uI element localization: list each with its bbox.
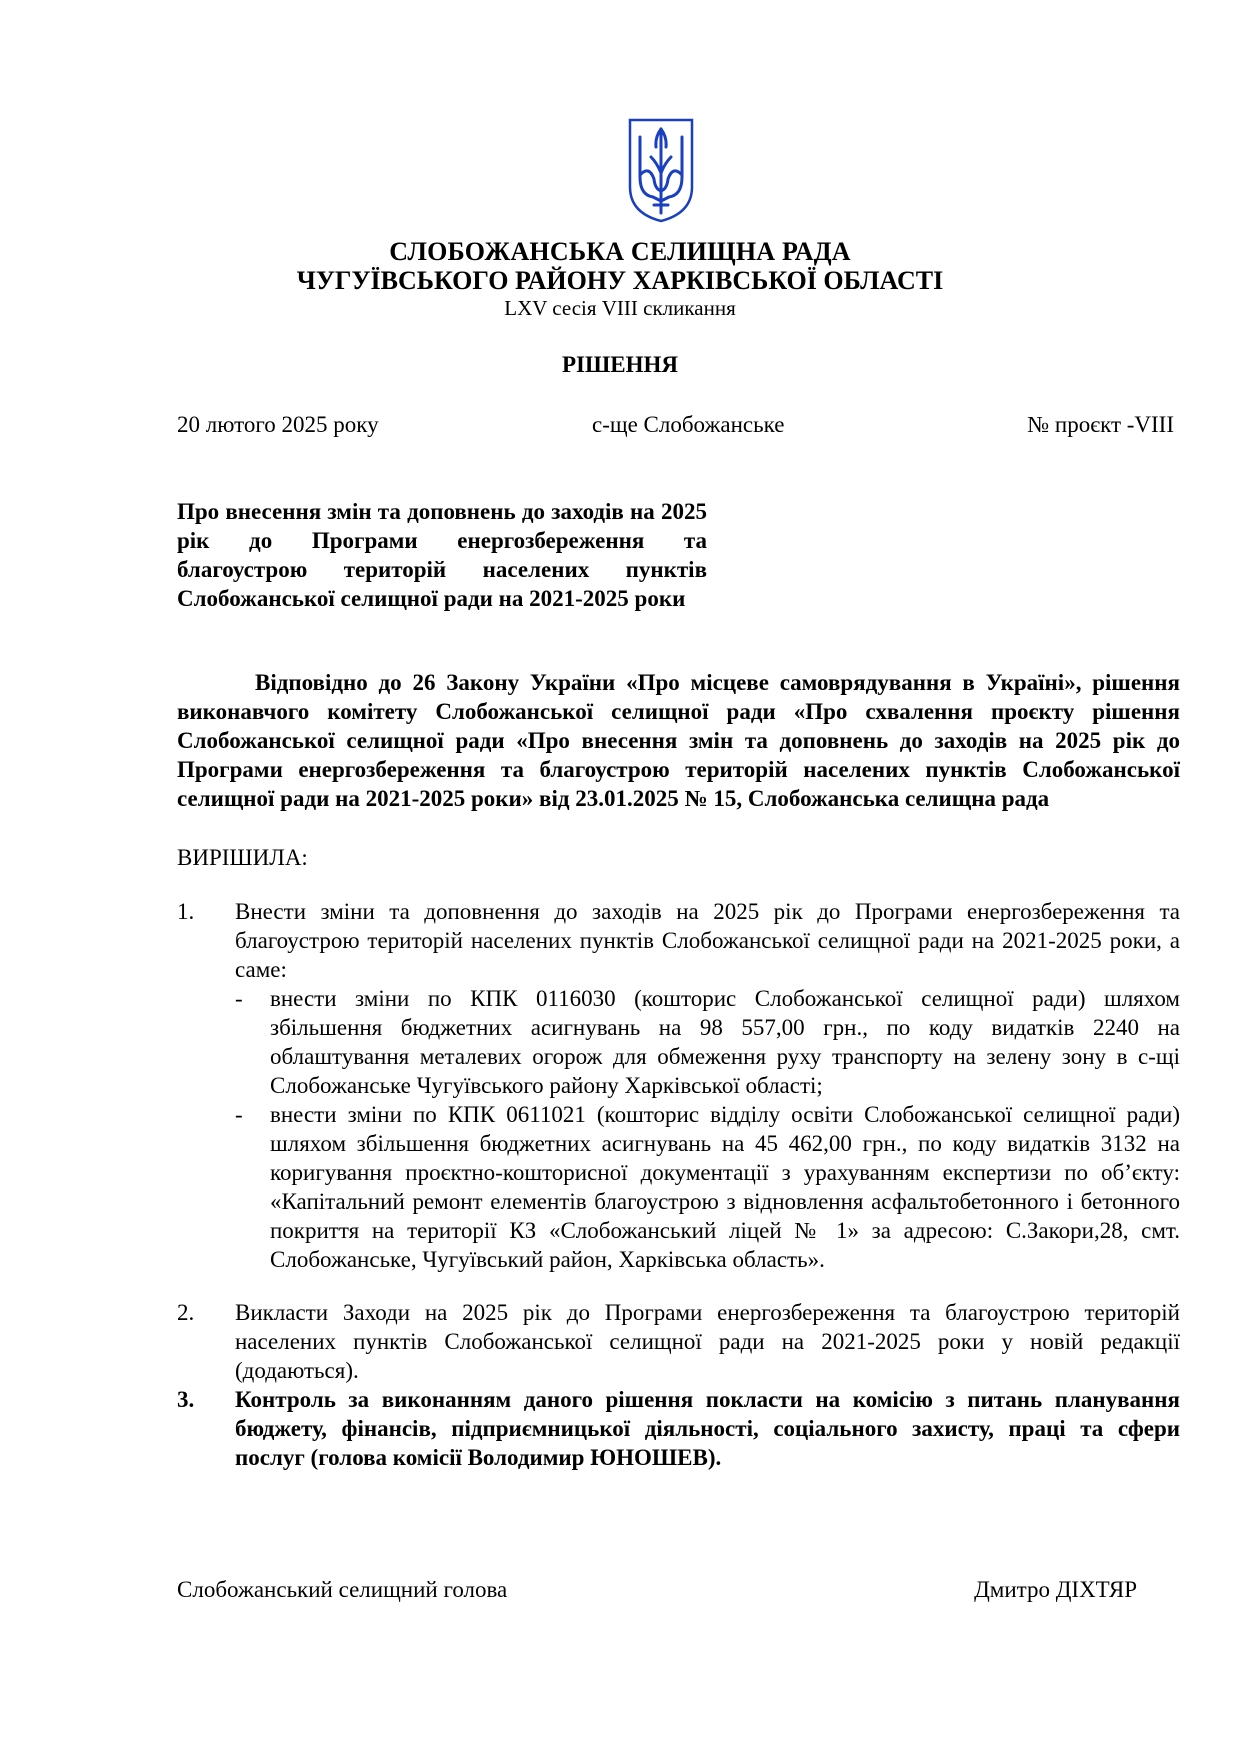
decision-item-1 [177,897,1180,1274]
coat-of-arms-emblem [627,117,695,223]
council-name: СЛОБОЖАНСЬКА СЕЛИЩНА РАДА [389,237,851,266]
dash-marker: - [235,986,243,1011]
decision-place: с-ще Слобожанське [592,412,785,437]
signature-name: Дмитро ДІХТЯР [974,1577,1137,1602]
sub-item-2 [235,1100,1180,1274]
sub-item-1 [235,984,1180,1100]
item-number: 1. [177,899,195,924]
sub-item-text: внести зміни по КПК 0116030 (кошторис Слобожанської селищної ради) шляхом збільшення бюджетних асигнувань на 98 557,00 грн., по коду видатків 2240 на облаштування металевих огорож для обмеження руху транспорту на зелену зону в с-щі Слобожанське Чугуївського району Харківської області; [270,986,1180,1098]
preamble-text: Відповідно до 26 Закону України «Про місцеве самоврядування в Україні», рішення виконавчого комітету Слобожанської селищної ради «Про схвалення проєкту рішення Слобожанської селищної ради «Про внесення змін та доповнень до заходів на 2025 рік до Програми енергозбереження та благоустрою територій населених пунктів Слобожанської селищної ради на 2021-2025 роки» від 23.01.2025 № 15, Слобожанська селищна рада [177,670,1180,811]
item-text: Контроль за виконанням даного рішення покласти на комісію з питань планування бюджету, фінансів, підприємницької діяльності, соціального захисту, праці та сфери послуг (голова комісії Володимир ЮНОШЕВ). [235,1387,1180,1470]
decision-date: 20 лютого 2025 року [177,412,379,437]
decision-subject: Про внесення змін та доповнень до заходів на 2025 рік до Програми енергозбереження та благоустрою територій населених пунктів Слобожанської селищної ради на 2021-2025 роки [177,499,707,611]
dash-marker: - [235,1102,243,1127]
item-text: Внести зміни та доповнення до заходів на 2025 рік до Програми енергозбереження та благоустрою територій населених пунктів Слобожанської селищної ради на 2021-2025 роки, а саме: [235,899,1180,982]
decision-item-2 [177,1298,1180,1385]
sub-item-text: внести зміни по КПК 0611021 (кошторис відділу освіти Слобожанської селищної ради) шляхом збільшення бюджетних асигнувань на 45 462,00 грн., по коду видатків 3132 на коригування проєктно-кошторисної документації з урахуванням експертизи по об’єкту: «Капітальний ремонт елементів благоустрою з відновлення асфальтобетонного і бетонного покриття на території КЗ «Слобожанський ліцей № 1» за адресою: С.Закори,28, смт. Слобожанське, Чугуївський район, Харківська область». [270,1102,1180,1272]
item-text: Викласти Заходи на 2025 рік до Програми енергозбереження та благоустрою територій населених пунктів Слобожанської селищної ради на 2021-2025 роки у новій редакції (додаються). [235,1300,1180,1383]
document-type: РІШЕННЯ [562,352,678,377]
item-number: 3. [177,1387,195,1412]
session-info: LXV сесія VIII скликання [504,296,736,320]
signature-position: Слобожанський селищний голова [177,1577,508,1602]
item-number: 2. [177,1300,195,1325]
district-name: ЧУГУЇВСЬКОГО РАЙОНУ ХАРКІВСЬКОЇ ОБЛАСТІ [296,266,944,295]
decision-item-3 [177,1385,1180,1472]
decision-number: № проєкт -VIII [1027,412,1174,437]
resolved-heading: ВИРІШИЛА: [177,845,308,870]
